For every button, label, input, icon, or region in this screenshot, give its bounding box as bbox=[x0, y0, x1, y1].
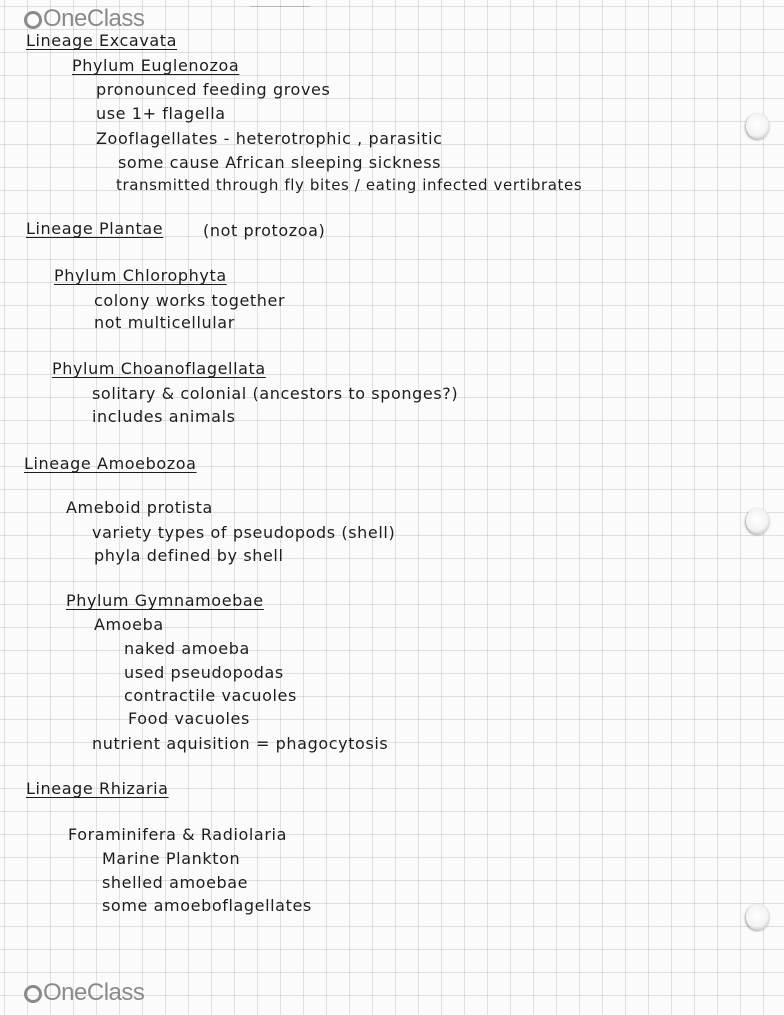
note-line: some amoeboflagellates bbox=[102, 896, 312, 915]
note-line: Amoeba bbox=[94, 615, 164, 634]
note-line: variety types of pseudopods (shell) bbox=[92, 523, 396, 542]
note-line: (not protozoa) bbox=[203, 221, 326, 240]
note-line: nutrient aquisition = phagocytosis bbox=[92, 734, 389, 753]
subheading-phylum-chlorophyta: Phylum Chlorophyta bbox=[54, 266, 227, 285]
binder-hole-top bbox=[746, 113, 770, 139]
note-line: contractile vacuoles bbox=[124, 686, 297, 705]
note-line: shelled amoebae bbox=[102, 873, 249, 892]
subheading-phylum-euglenozoa: Phylum Euglenozoa bbox=[72, 56, 240, 75]
binder-hole-bottom bbox=[746, 904, 770, 930]
note-line: transmitted through fly bites / eating infected vertibrates bbox=[116, 176, 583, 194]
note-line: not multicellular bbox=[94, 313, 235, 332]
faint-top-mark bbox=[250, 6, 310, 17]
logo-ring-icon bbox=[24, 985, 42, 1003]
note-line: naked amoeba bbox=[124, 639, 250, 658]
note-line: phyla defined by shell bbox=[94, 546, 284, 565]
note-line: some cause African sleeping sickness bbox=[118, 153, 442, 172]
logo-text: OneClass bbox=[43, 979, 145, 1006]
note-line: Ameboid protista bbox=[66, 498, 213, 517]
note-line: Marine Plankton bbox=[102, 849, 241, 868]
heading-lineage-plantae: Lineage Plantae bbox=[26, 219, 164, 238]
subheading-phylum-choanoflagellata: Phylum Choanoflagellata bbox=[52, 359, 266, 378]
note-line: includes animals bbox=[92, 407, 236, 426]
oneclass-logo-top bbox=[24, 5, 144, 33]
note-line: Foraminifera & Radiolaria bbox=[68, 825, 287, 844]
logo-text: OneClass bbox=[43, 5, 145, 32]
note-line: Zooflagellates - heterotrophic , parasitic bbox=[96, 129, 443, 148]
heading-lineage-amoebozoa: Lineage Amoebozoa bbox=[24, 454, 197, 473]
note-line: used pseudopodas bbox=[124, 663, 284, 682]
note-line: Food vacuoles bbox=[128, 709, 250, 728]
binder-hole-middle bbox=[746, 508, 770, 534]
note-line: pronounced feeding groves bbox=[96, 80, 331, 99]
subheading-phylum-gymnamoebae: Phylum Gymnamoebae bbox=[66, 591, 264, 610]
note-line: use 1+ flagella bbox=[96, 104, 226, 123]
oneclass-logo-bottom bbox=[24, 979, 144, 1007]
heading-lineage-excavata: Lineage Excavata bbox=[26, 31, 178, 50]
note-line: colony works together bbox=[94, 291, 286, 310]
logo-ring-icon bbox=[24, 11, 42, 29]
note-line: solitary & colonial (ancestors to sponges?) bbox=[92, 384, 459, 403]
heading-lineage-rhizaria: Lineage Rhizaria bbox=[26, 779, 169, 798]
